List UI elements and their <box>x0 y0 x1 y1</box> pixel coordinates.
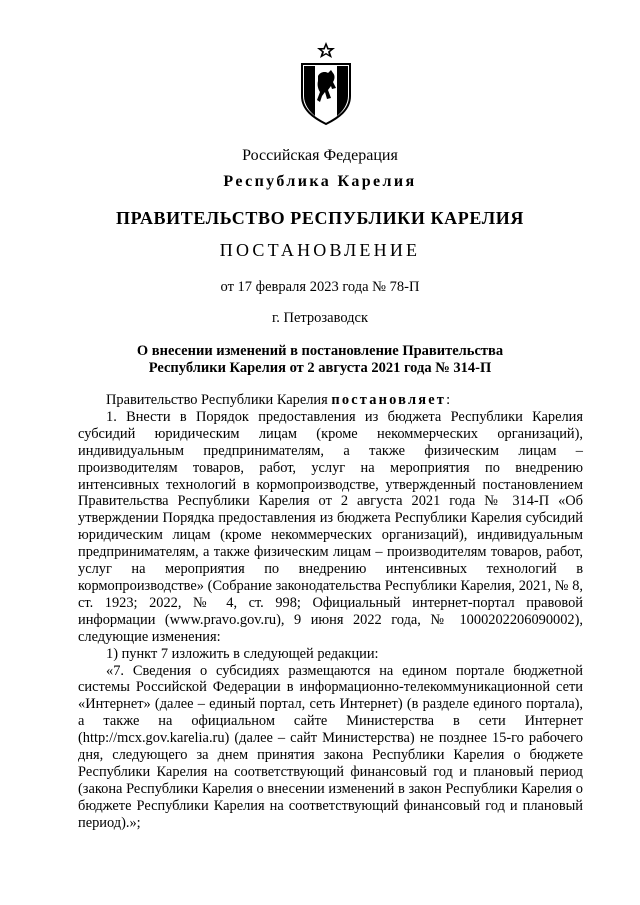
title-line-1: О внесении изменений в постановление Правительства <box>136 343 504 359</box>
preamble-verb: постановляет <box>331 392 447 408</box>
preamble-paragraph <box>78 392 583 409</box>
preamble-colon: : <box>446 392 451 408</box>
document-type: ПОСТАНОВЛЕНИЕ <box>219 240 421 260</box>
country-name: Российская Федерация <box>242 147 398 164</box>
document-title <box>0 343 640 376</box>
document-city: г. Петрозаводск <box>271 310 369 326</box>
preamble-text: Правительство Республики Карелия <box>106 392 332 408</box>
paragraph-3: «7. Сведения о субсидиях размещаются на едином портале бюджетной системы Российской Федерации в информационно-телекоммуникационной сети «Интернет» (далее – единый портал, сеть Интернет) (в разделе единого портала), а также на официальном сайте Министерства в сети Интернет (http://mcx.gov.karelia.ru) (далее – сайт Министерства) не позднее 15-го рабочего дня, следующего за днем принятия закона Республики Карелия о бюджете Республики Карелия на соответствующий финансовый год и плановый период (закона Республики Карелия о внесении изменений в закон Республики Карелия о бюджете Республики Карелия на соответствующий финансовый год и плановый период).»; <box>78 662 583 831</box>
coat-of-arms-icon <box>298 40 354 126</box>
paragraph-1: 1. Внести в Порядок предоставления из бюджета Республики Карелия субсидий юридическим лицам (кроме некоммерческих организаций), индивидуальным предпринимателям, а также физическим лицам – производителям товаров, работ, услуг на мероприятия по внедрению интенсивных технологий в кормопроизводстве, утвержденный постановлением Правительства Республики Карелия от 2 августа 2021 года № 314-П «Об утверждении Порядка предоставления из бюджета Республики Карелия субсидий юридическим лицам (кроме некоммерческих организаций), индивидуальным предпринимателям, а также физическим лицам – производителям товаров, работ, услуг на мероприятия по внедрению интенсивных технологий в кормопроизводстве» (Собрание законодательства Республики Карелия, 2021, № 8, ст. 1923; 2022, № 4, ст. 998; Официальный интернет-портал правовой информации (www.pravo.gov.ru), 9 июня 2022 года, № 1000202206090002), следующие изменения: <box>78 408 583 645</box>
paragraph-2: 1) пункт 7 изложить в следующей редакции: <box>106 645 379 662</box>
title-line-2: Республики Карелия от 2 августа 2021 года № 314-П <box>148 359 492 376</box>
republic-name: Республика Карелия <box>223 173 417 190</box>
document-date-number: от 17 февраля 2023 года № 78-П <box>220 279 420 295</box>
government-name: ПРАВИТЕЛЬСТВО РЕСПУБЛИКИ КАРЕЛИЯ <box>116 208 524 228</box>
document-body <box>78 392 583 832</box>
